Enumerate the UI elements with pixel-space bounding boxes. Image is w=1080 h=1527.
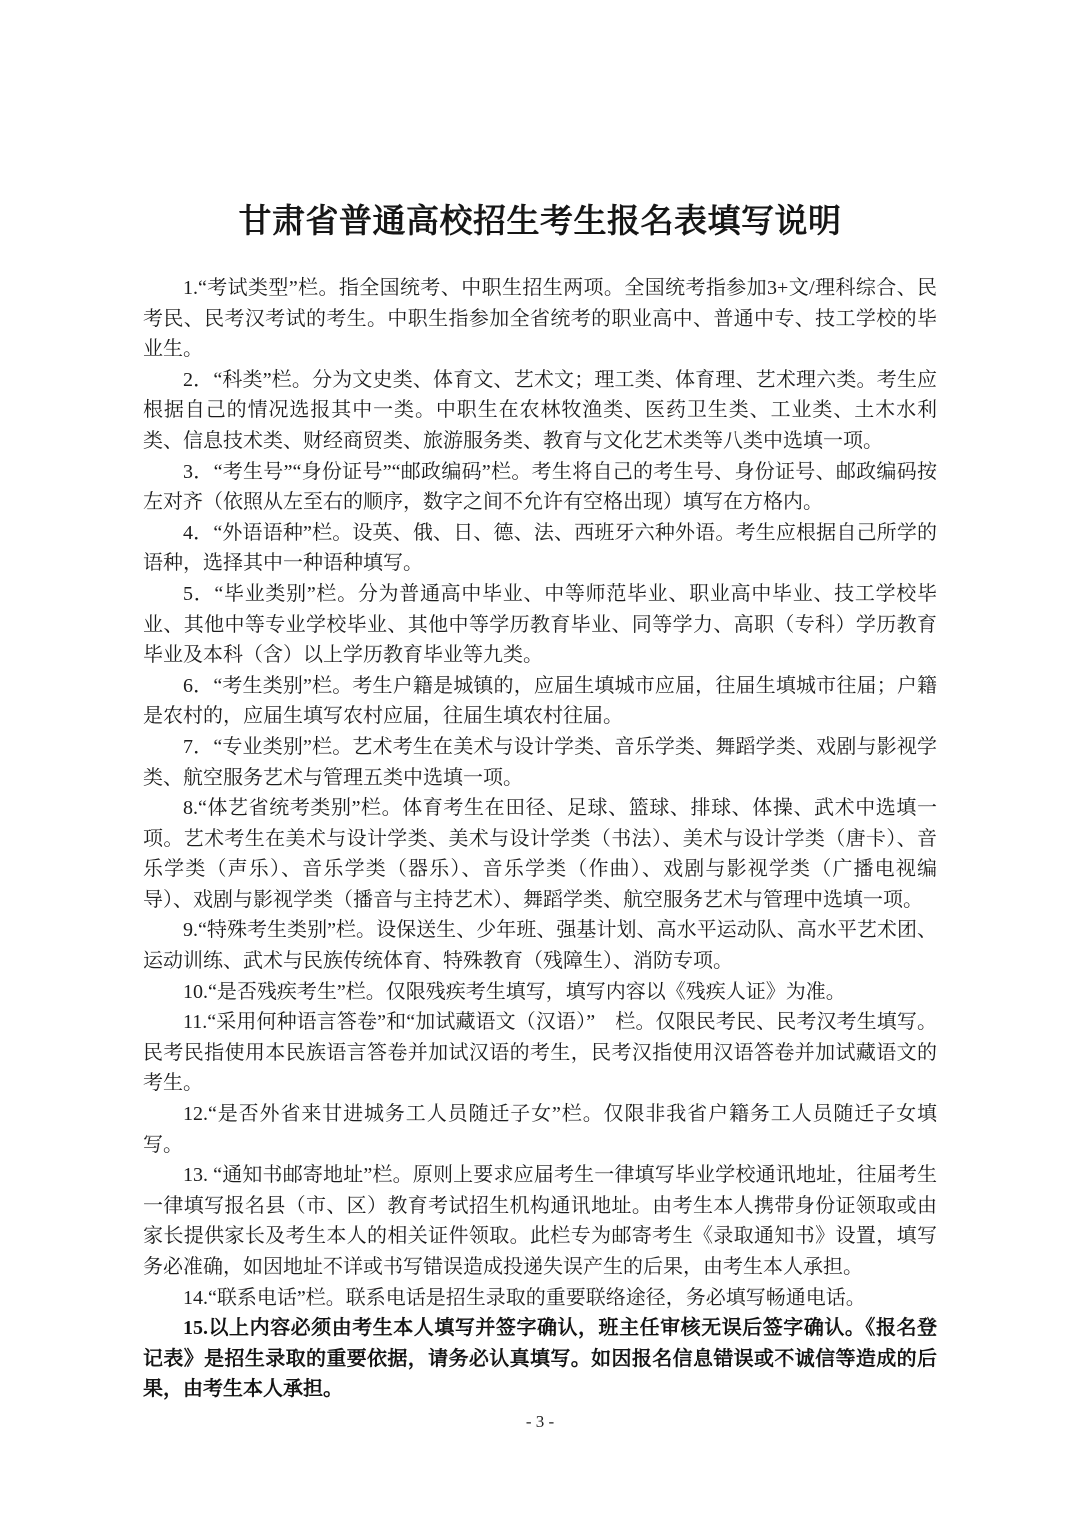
instruction-paragraph-1: 1.“考试类型”栏。指全国统考、中职生招生两项。全国统考指参加3+文/理科综合、民考民、民考汉考试的考生。中职生指参加全省统考的职业高中、普通中专、技工学校的毕业生。 <box>143 277 937 361</box>
instruction-paragraph-8: 8.“体艺省统考类别”栏。体育考生在田径、足球、篮球、排球、体操、武术中选填一项。艺术考生在美术与设计学类、美术与设计学类（书法）、美术与设计学类（唐卡）、音乐学类（声乐）、音乐学类（器乐）、音乐学类（作曲）、戏剧与影视学类（广播电视编导）、戏剧与影视学类（播音与主持艺术）、舞蹈学类、航空服务艺术与管理中选填一项。 <box>143 797 937 911</box>
instruction-paragraph-3: 3．“考生号”“身份证号”“邮政编码”栏。考生将自己的考生号、身份证号、邮政编码按左对齐（依照从左至右的顺序，数字之间不允许有空格出现）填写在方格内。 <box>143 460 937 514</box>
instructions-body <box>143 273 937 1405</box>
instruction-paragraph-15: 15.以上内容必须由考生本人填写并签字确认，班主任审核无误后签字确认。《报名登记表》是招生录取的重要依据，请务必认真填写。如因报名信息错误或不诚信等造成的后果，由考生本人承担。 <box>143 1317 937 1401</box>
instruction-paragraph-11: 11.“采用何种语言答卷”和“加试藏语文（汉语）” 栏。仅限民考民、民考汉考生填写。民考民指使用本民族语言答卷并加试汉语的考生，民考汉指使用汉语答卷并加试藏语文的考生。 <box>143 1011 937 1095</box>
instruction-paragraph-2: 2．“科类”栏。分为文史类、体育文、艺术文；理工类、体育理、艺术理六类。考生应根据自己的情况选报其中一类。中职生在农林牧渔类、医药卫生类、工业类、土木水利类、信息技术类、财经商贸类、旅游服务类、教育与文化艺术类等八类中选填一项。 <box>143 368 937 452</box>
instruction-paragraph-6: 6．“考生类别”栏。考生户籍是城镇的，应届生填城市应届，往届生填城市往届；户籍是农村的，应届生填写农村应届，往届生填农村往届。 <box>143 674 937 728</box>
instruction-paragraph-10: 10.“是否残疾考生”栏。仅限残疾考生填写，填写内容以《残疾人证》为准。 <box>183 980 846 1003</box>
document-title: 甘肃省普通高校招生考生报名表填写说明 <box>238 202 842 239</box>
instruction-paragraph-5: 5．“毕业类别”栏。分为普通高中毕业、中等师范毕业、职业高中毕业、技工学校毕业、其他中等专业学校毕业、其他中等学历教育毕业、同等学力、高职（专科）学历教育毕业及本科（含）以上学历教育毕业等九类。 <box>143 582 937 667</box>
instruction-paragraph-7: 7．“专业类别”栏。艺术考生在美术与设计学类、音乐学类、舞蹈学类、戏剧与影视学类、航空服务艺术与管理五类中选填一项。 <box>143 735 937 789</box>
instruction-paragraph-4: 4．“外语语种”栏。设英、俄、日、德、法、西班牙六种外语。考生应根据自己所学的语种，选择其中一种语种填写。 <box>143 521 937 575</box>
instruction-paragraph-12: 12.“是否外省来甘进城务工人员随迁子女”栏。仅限非我省户籍务工人员随迁子女填写。 <box>143 1103 937 1156</box>
instruction-paragraph-13: 13. “通知书邮寄地址”栏。原则上要求应届考生一律填写毕业学校通讯地址，往届考生一律填写报名县（市、区）教育考试招生机构通讯地址。由考生本人携带身份证领取或由家长提供家长及考生本人的相关证件领取。此栏专为邮寄考生《录取通知书》设置，填写务必准确，如因地址不详或书写错误造成投递失误产生的后果，由考生本人承担。 <box>143 1164 937 1278</box>
instruction-paragraph-14: 14.“联系电话”栏。联系电话是招生录取的重要联络途径，务必填写畅通电话。 <box>183 1286 866 1309</box>
document-content <box>143 196 937 1405</box>
page-number: - 3 - <box>525 1412 555 1431</box>
instruction-paragraph-9: 9.“特殊考生类别”栏。设保送生、少年班、强基计划、高水平运动队、高水平艺术团、运动训练、武术与民族传统体育、特殊教育（残障生）、消防专项。 <box>143 919 937 973</box>
